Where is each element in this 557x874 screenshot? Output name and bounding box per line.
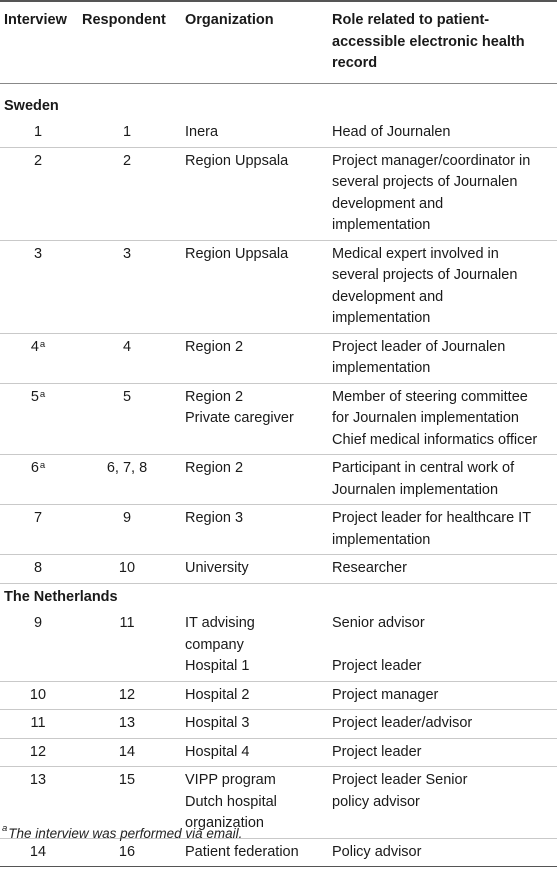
- cell-respondent: 2: [76, 147, 178, 240]
- header-interview: Interview: [0, 1, 76, 83]
- cell-role: [325, 505, 557, 555]
- section-title: Sweden: [4, 97, 59, 114]
- cell-interview: [0, 710, 76, 739]
- table-row: [0, 147, 557, 240]
- cell-role: [325, 240, 557, 333]
- organization-line: Dutch hospital: [185, 793, 277, 810]
- cell-role: [325, 681, 557, 710]
- organization-line: University: [185, 560, 249, 576]
- header-respondent: Respondent: [76, 1, 178, 83]
- table-row: [0, 555, 557, 584]
- header-organization: Organization: [178, 1, 325, 83]
- cell-interview: [0, 147, 76, 240]
- organization-line: VIPP program: [185, 772, 276, 788]
- cell-organization: [178, 555, 325, 584]
- interview-number: 4: [30, 338, 39, 355]
- organization-line: Region 2: [185, 388, 244, 405]
- role-line: development and: [332, 288, 444, 305]
- cell-organization: [178, 383, 325, 455]
- interview-number: 6: [30, 460, 39, 476]
- role-line: implementation: [332, 531, 431, 548]
- role-line: Researcher: [332, 560, 407, 576]
- role-line: implementation: [332, 310, 431, 326]
- cell-role: [325, 455, 557, 505]
- cell-respondent: 3: [76, 240, 178, 333]
- cell-interview: [0, 681, 76, 710]
- cell-organization: [178, 147, 325, 240]
- cell-organization: [178, 710, 325, 739]
- role-line: Project leader Senior: [332, 772, 468, 788]
- organization-line: Region 2: [185, 338, 244, 355]
- cell-interview: [0, 505, 76, 555]
- table-row: [0, 738, 557, 767]
- cell-organization: [178, 738, 325, 767]
- role-line: several projects of Journalen: [332, 174, 518, 190]
- footnote-text: The interview was performed via email.: [8, 826, 243, 841]
- cell-organization: [178, 240, 325, 333]
- role-line: Participant in central work of: [332, 460, 515, 476]
- footnote-marker: a: [39, 460, 46, 471]
- cell-role: [325, 738, 557, 767]
- table-row: [0, 710, 557, 739]
- cell-role: [325, 147, 557, 240]
- cell-role: [325, 555, 557, 584]
- interview-number: 14: [29, 843, 47, 860]
- role-line: Journalen implementation: [332, 481, 499, 498]
- role-line: Project leader/advisor: [332, 715, 473, 731]
- table-row: [0, 333, 557, 383]
- organization-line: Region Uppsala: [185, 245, 289, 262]
- interview-number: 1: [33, 124, 43, 140]
- role-line: Project manager: [332, 686, 439, 703]
- cell-respondent: 13: [76, 710, 178, 739]
- organization-line: Inera: [185, 124, 219, 140]
- section-row: [0, 583, 557, 610]
- role-line: Member of steering committee: [332, 388, 528, 405]
- cell-respondent: 12: [76, 681, 178, 710]
- cell-interview: [0, 240, 76, 333]
- table-row: [0, 505, 557, 555]
- role-line: Policy advisor: [332, 843, 422, 860]
- cell-role: [325, 767, 557, 839]
- footnote-marker: a: [39, 338, 46, 350]
- interview-number: 7: [33, 510, 43, 526]
- role-line: Project manager/coordinator in: [332, 152, 531, 169]
- interview-number: 12: [29, 743, 47, 760]
- cell-interview: [0, 838, 76, 867]
- role-line: Chief medical informatics officer: [332, 431, 538, 448]
- cell-interview: [0, 610, 76, 681]
- cell-respondent: 15: [76, 767, 178, 839]
- footnote: [2, 823, 243, 841]
- role-line: several projects of Journalen: [332, 267, 518, 283]
- table-header: [0, 1, 557, 83]
- cell-interview: [0, 738, 76, 767]
- cell-role: [325, 838, 557, 867]
- cell-respondent: 10: [76, 555, 178, 584]
- table-row: [0, 681, 557, 710]
- role-line: Project leader for healthcare IT: [332, 510, 532, 526]
- interview-number: 5: [30, 388, 39, 405]
- interview-number: 2: [33, 152, 43, 169]
- organization-line: Private caregiver: [185, 410, 294, 426]
- interview-number: 9: [33, 615, 43, 631]
- cell-organization: [178, 333, 325, 383]
- cell-interview: [0, 455, 76, 505]
- role-line: Senior advisor: [332, 615, 425, 631]
- table-row: [0, 455, 557, 505]
- cell-respondent: 5: [76, 383, 178, 455]
- cell-organization: [178, 455, 325, 505]
- role-line: [332, 635, 553, 657]
- role-line: implementation: [332, 360, 431, 376]
- cell-respondent: 9: [76, 505, 178, 555]
- interview-number: 8: [33, 560, 43, 576]
- interview-number: 11: [30, 715, 46, 731]
- cell-respondent: 16: [76, 838, 178, 867]
- cell-organization: [178, 505, 325, 555]
- interview-number: 3: [33, 245, 43, 262]
- section-row: [0, 83, 557, 119]
- organization-line: organization: [185, 815, 264, 831]
- cell-organization: [178, 610, 325, 681]
- footnote-mark: a: [2, 823, 8, 834]
- cell-organization: [178, 119, 325, 147]
- cell-organization: [178, 681, 325, 710]
- cell-respondent: 4: [76, 333, 178, 383]
- role-line: development and: [332, 195, 444, 212]
- table-row: [0, 838, 557, 867]
- role-line: Project leader: [332, 743, 422, 760]
- cell-role: [325, 610, 557, 681]
- cell-role: [325, 119, 557, 147]
- cell-role: [325, 333, 557, 383]
- cell-respondent: 6, 7, 8: [76, 455, 178, 505]
- cell-respondent: 11: [76, 610, 178, 681]
- organization-line: Hospital 1: [185, 658, 250, 674]
- organization-line: Region 2: [185, 460, 244, 476]
- cell-role: [325, 710, 557, 739]
- cell-interview: [0, 555, 76, 584]
- role-line: Project leader: [332, 658, 422, 674]
- interview-number: 13: [29, 772, 47, 788]
- organization-line: Hospital 2: [185, 686, 250, 703]
- organization-line: IT advising: [185, 615, 255, 631]
- table-row: [0, 119, 557, 147]
- organization-line: Region Uppsala: [185, 152, 289, 169]
- cell-interview: [0, 119, 76, 147]
- cell-interview: [0, 333, 76, 383]
- section-title: The Netherlands: [4, 588, 118, 605]
- role-line: implementation: [332, 217, 431, 233]
- cell-organization: [178, 838, 325, 867]
- role-line: Medical expert involved in: [332, 245, 499, 262]
- role-line: Head of Journalen: [332, 124, 451, 140]
- organization-line: Hospital 4: [185, 743, 250, 760]
- table-row: [0, 610, 557, 681]
- cell-interview: [0, 383, 76, 455]
- organization-line: company: [185, 636, 244, 653]
- cell-role: [325, 383, 557, 455]
- organization-line: Patient federation: [185, 843, 299, 860]
- cell-respondent: 1: [76, 119, 178, 147]
- role-line: for Journalen implementation: [332, 410, 519, 426]
- interview-number: 10: [29, 686, 47, 703]
- table-row: [0, 240, 557, 333]
- role-line: policy advisor: [332, 793, 420, 810]
- organization-line: Hospital 3: [185, 715, 250, 731]
- header-role: Role related to patient-accessible electronic health record: [325, 1, 557, 83]
- table-row: [0, 383, 557, 455]
- role-line: Project leader of Journalen: [332, 338, 506, 355]
- cell-respondent: 14: [76, 738, 178, 767]
- organization-line: Region 3: [185, 510, 244, 526]
- footnote-marker: a: [39, 388, 46, 400]
- table-body: [0, 83, 557, 867]
